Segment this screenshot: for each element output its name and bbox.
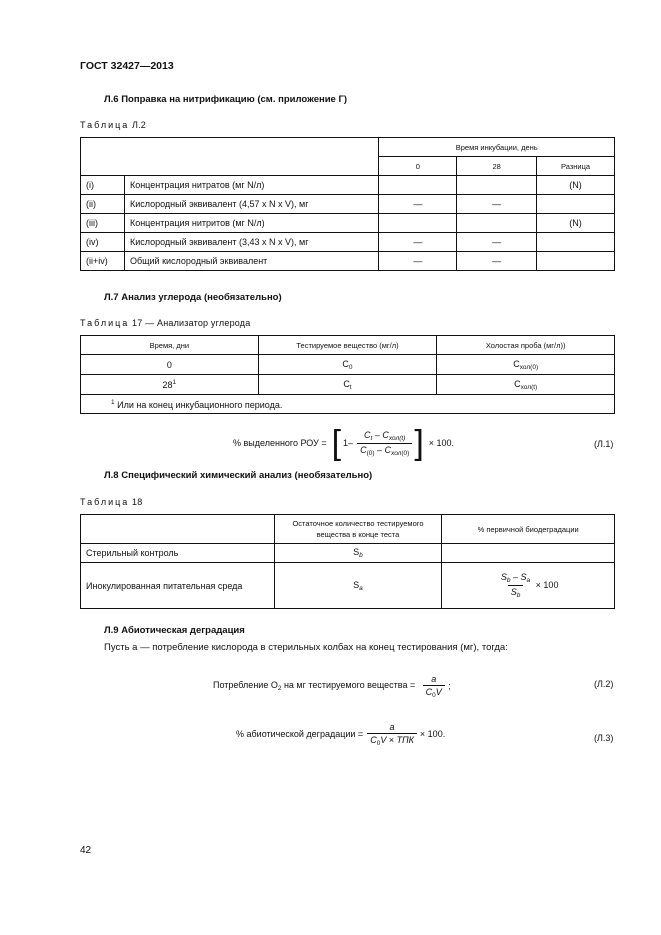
row-label: Общий кислородный эквивалент	[124, 252, 378, 271]
row-value-0: —	[379, 195, 457, 214]
table-caption-18	[80, 497, 142, 507]
row-value-28	[457, 176, 537, 195]
formula-lhs: % абиотической деградации =	[236, 729, 364, 739]
formula-lhs: % выделенного РОУ =	[233, 438, 327, 448]
formula-number-l1: (Л.1)	[594, 439, 614, 449]
caption-number: 18	[132, 497, 143, 507]
row-label: Концентрация нитратов (мг N/л)	[124, 176, 378, 195]
col-header-test: Тестируемое вещество (мг/л)	[258, 336, 437, 355]
formula-fraction: $\frac{C_t - C_{хол(t)}}{C_{(0)} - C_{хол(0)}}$	[357, 430, 412, 457]
row-label: Концентрация нитритов (мг N/л)	[124, 214, 378, 233]
caption-rest: 17 — Анализатор углерода	[132, 318, 251, 328]
row-label: Инокулированная питательная среда	[81, 563, 275, 609]
row-value-diff	[537, 195, 615, 214]
table-caption-l2	[80, 120, 146, 130]
col-header-blank: Холостая проба (мг/л))	[437, 336, 615, 355]
cell-test: $C_0$	[258, 355, 437, 375]
section-title-l8: Л.8 Специфический химический анализ (необязательно)	[104, 470, 373, 481]
table-row	[81, 563, 615, 609]
row-value-0: —	[379, 252, 457, 271]
row-id: (iv)	[81, 233, 125, 252]
col-header-percent: % первичной биодеградации	[442, 515, 615, 544]
table-footnote: $^1$ Или на конец инкубационного периода.	[81, 395, 615, 414]
cell-percent: $\frac{S_b - S_a}{S_b}$ × 100	[442, 563, 615, 609]
row-label: Кислородный эквивалент (4,57 х N x V), мг	[124, 195, 378, 214]
cell-blank: $C_{хол(0)}$	[437, 355, 615, 375]
formula-one: 1–	[343, 438, 354, 448]
table-row	[81, 252, 615, 271]
cell-residual: $S_b$	[274, 544, 442, 563]
col-header-time: Время, дни	[81, 336, 259, 355]
row-id: (i)	[81, 176, 125, 195]
table-row	[81, 176, 615, 195]
table-corner-cell	[81, 138, 379, 176]
row-value-0	[379, 214, 457, 233]
bracket-right: ]	[414, 424, 424, 462]
section-title-l9: Л.9 Абиотическая деградация	[104, 625, 245, 636]
row-value-diff	[537, 233, 615, 252]
formula-number-l3: (Л.3)	[594, 733, 614, 743]
table-row	[81, 544, 615, 563]
group-header-incubation: Время инкубации, день	[379, 138, 615, 157]
col-header-0: 0	[379, 157, 457, 176]
row-value-28: —	[457, 233, 537, 252]
formula-l2: Потребление $O_2$ на мг тестируемого вещества = $\frac{a}{C_0V}$ ;	[213, 673, 451, 699]
row-value-28	[457, 214, 537, 233]
row-label: Стерильный контроль	[81, 544, 275, 563]
caption-word: Таблица	[80, 497, 130, 507]
row-id: (ii+iv)	[81, 252, 125, 271]
col-header-28: 28	[457, 157, 537, 176]
section-title-l7: Л.7 Анализ углерода (необязательно)	[104, 292, 282, 303]
bracket-left: [	[331, 424, 342, 462]
cell-time: $28^1$	[81, 375, 259, 395]
row-label: Кислородный эквивалент (3,43 х N x V), мг	[124, 233, 378, 252]
formula-times: × 100.	[428, 438, 455, 448]
cell-time: 0	[81, 355, 259, 375]
row-value-0	[379, 176, 457, 195]
formula-lhs: Потребление $O_2$ на мг тестируемого вещества =	[213, 680, 416, 692]
formula-number-l2: (Л.2)	[594, 679, 614, 689]
formula-fraction: $\frac{a}{C_0V}$	[419, 674, 448, 699]
table-caption-17	[80, 318, 250, 328]
cell-blank: $C_{хол(t)}$	[437, 375, 615, 395]
table-row	[81, 195, 615, 214]
formula-l1	[233, 423, 454, 463]
col-header-diff: Разница	[537, 157, 615, 176]
formula-fraction: $\frac{a}{C_0V \times ТПК}$	[367, 722, 417, 747]
row-id: (ii)	[81, 195, 125, 214]
row-value-28: —	[457, 252, 537, 271]
row-value-0: —	[379, 233, 457, 252]
row-value-diff: (N)	[537, 176, 615, 195]
table-l2	[80, 137, 615, 271]
row-value-diff	[537, 252, 615, 271]
page-number: 42	[80, 845, 92, 856]
caption-number: Л.2	[132, 120, 147, 130]
document-header: ГОСТ 32427—2013	[80, 60, 174, 72]
paragraph-l9: Пусть а — потребление кислорода в стерильных колбах на конец тестирования (мг), тогда:	[104, 642, 508, 653]
table-17	[80, 335, 615, 414]
table-footnote-row	[81, 395, 615, 414]
cell-test: $C_t$	[258, 375, 437, 395]
row-value-28: —	[457, 195, 537, 214]
table-row	[81, 375, 615, 395]
caption-word: Таблица	[80, 120, 130, 130]
table-row	[81, 233, 615, 252]
section-title-l6: Л.6 Поправка на нитрификацию (см. приложение Г)	[104, 94, 348, 105]
table-row	[81, 355, 615, 375]
table-row	[81, 214, 615, 233]
caption-word: Таблица	[80, 318, 130, 328]
formula-l3: % абиотической деградации = $\frac{a}{C_0V \times ТПК}$ × 100.	[236, 721, 446, 747]
table-18	[80, 514, 615, 609]
row-value-diff: (N)	[537, 214, 615, 233]
table-corner-cell	[81, 515, 275, 544]
row-id: (iii)	[81, 214, 125, 233]
percent-fraction: $\frac{S_b - S_a}{S_b}$	[500, 572, 531, 599]
cell-percent	[442, 544, 615, 563]
col-header-residual: Остаточное количество тестируемого вещества в конце теста	[274, 515, 442, 544]
cell-residual: $S_a$	[274, 563, 442, 609]
